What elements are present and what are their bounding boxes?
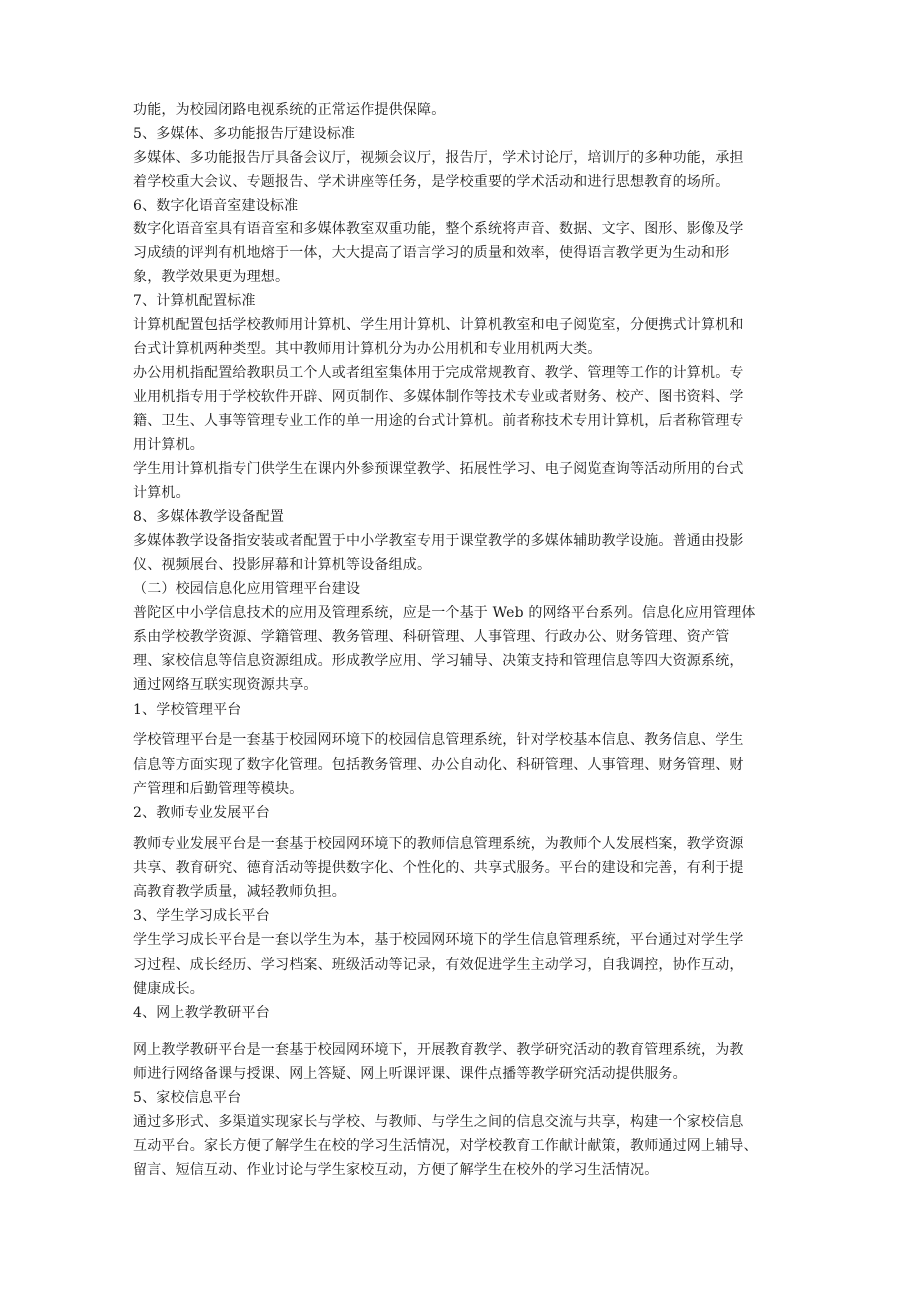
text-line: 高教育教学质量，减轻教师负担。	[133, 884, 346, 900]
section-heading: 8、多媒体教学设备配置	[133, 509, 285, 525]
text-line: 理、家校信息等信息资源组成。形成教学应用、学习辅导、决策支持和管理信息等四大资源系统，	[133, 653, 744, 669]
text-line: 计算机。	[133, 485, 190, 501]
text-line: 通过网络互联实现资源共享。	[133, 677, 318, 693]
text-line: 习过程、成长经历、学习档案、班级活动等记录，有效促进学生主动学习，自我调控，协作互动，	[133, 957, 744, 973]
text-line: 留言、短信互动、作业讨论与学生家校互动，方便了解学生在校外的学习生活情况。	[133, 1162, 659, 1178]
text-line: 健康成长。	[133, 981, 204, 997]
section-heading: 5、家校信息平台	[133, 1090, 242, 1106]
text-line: 学生用计算机指专门供学生在课内外参预课堂教学、拓展性学习、电子阅览查询等活动所用的台式	[133, 461, 744, 477]
text-line: 办公用机指配置给教职员工个人或者组室集体用于完成常规教育、教学、管理等工作的计算机。专	[133, 365, 744, 381]
text-line: 用计算机。	[133, 437, 204, 453]
text-line: 互动平台。家长方便了解学生在校的学习生活情况，对学校教育工作献计献策，教师通过网上辅导、	[133, 1138, 758, 1154]
text-line: 计算机配置包括学校教师用计算机、学生用计算机、计算机教室和电子阅览室，分便携式计算机和	[133, 317, 744, 333]
text-line: 数字化语音室具有语音室和多媒体教室双重功能，整个系统将声音、数据、文字、图形、影像及学	[133, 221, 744, 237]
text-line: 学生学习成长平台是一套以学生为本，基于校园网环境下的学生信息管理系统，平台通过对学生学	[133, 932, 744, 948]
text-line: 通过多形式、多渠道实现家长与学校、与教师、与学生之间的信息交流与共享，构建一个家校信息	[133, 1114, 744, 1130]
text-line: 共享、教育研究、德育活动等提供数字化、个性化的、共享式服务。平台的建设和完善，有利于提	[133, 860, 744, 876]
text-line: 教师专业发展平台是一套基于校园网环境下的教师信息管理系统，为教师个人发展档案，教学资源	[133, 836, 744, 852]
text-line: 业用机指专用于学校软件开辟、网页制作、多媒体制作等技术专业或者财务、校产、图书资料、学	[133, 389, 744, 405]
text-line: 籍、卫生、人事等管理专业工作的单一用途的台式计算机。前者称技术专用计算机，后者称管理专	[133, 413, 744, 429]
text-line: 多媒体教学设备指安装或者配置于中小学教室专用于课堂教学的多媒体辅助教学设施。普通由投影	[133, 533, 744, 549]
text-line: 网上教学教研平台是一套基于校园网环境下，开展教育教学、教学研究活动的教育管理系统，为教	[133, 1042, 744, 1058]
section-heading: 4、网上教学教研平台	[133, 1005, 270, 1021]
section-heading: 5、多媒体、多功能报告厅建设标准	[133, 126, 356, 142]
section-heading: 3、学生学习成长平台	[133, 908, 270, 924]
text-line: 普陀区中小学信息技术的应用及管理系统，应是一个基于 Web 的网络平台系列。信息化应用管理体	[133, 605, 756, 621]
text-line: 信息等方面实现了数字化管理。包括教务管理、办公自动化、科研管理、人事管理、财务管理、财	[133, 757, 744, 773]
section-heading: 6、数字化语音室建设标准	[133, 198, 299, 214]
text-line: 多媒体、多功能报告厅具备会议厅，视频会议厅，报告厅，学术讨论厅，培训厅的多种功能，承担	[133, 150, 744, 166]
text-line: 系由学校教学资源、学籍管理、教务管理、科研管理、人事管理、行政办公、财务管理、资产管	[133, 629, 730, 645]
text-line: 功能，为校园闭路电视系统的正常运作提供保障。	[133, 102, 446, 118]
text-line: 习成绩的评判有机地熔于一体，大大提高了语言学习的质量和效率，使得语言教学更为生动和形	[133, 245, 730, 261]
section-heading: 1、学校管理平台	[133, 702, 242, 718]
text-line: 象，教学效果更为理想。	[133, 269, 290, 285]
text-line: 学校管理平台是一套基于校园网环境下的校园信息管理系统，针对学校基本信息、教务信息、学生	[133, 732, 744, 748]
text-line: 产管理和后勤管理等模块。	[133, 781, 304, 797]
text-line: 着学校重大会议、专题报告、学术讲座等任务，是学校重要的学术活动和进行思想教育的场所。	[133, 174, 730, 190]
section-heading: 2、教师专业发展平台	[133, 805, 270, 821]
text-line: 仪、视频展台、投影屏幕和计算机等设备组成。	[133, 557, 432, 573]
section-heading: 7、计算机配置标准	[133, 293, 256, 309]
section-heading: （二）校园信息化应用管理平台建设	[133, 581, 361, 597]
text-line: 师进行网络备课与授课、网上答疑、网上听课评课、课件点播等教学研究活动提供服务。	[133, 1066, 687, 1082]
text-line: 台式计算机两种类型。其中教师用计算机分为办公用机和专业用机两大类。	[133, 341, 602, 357]
